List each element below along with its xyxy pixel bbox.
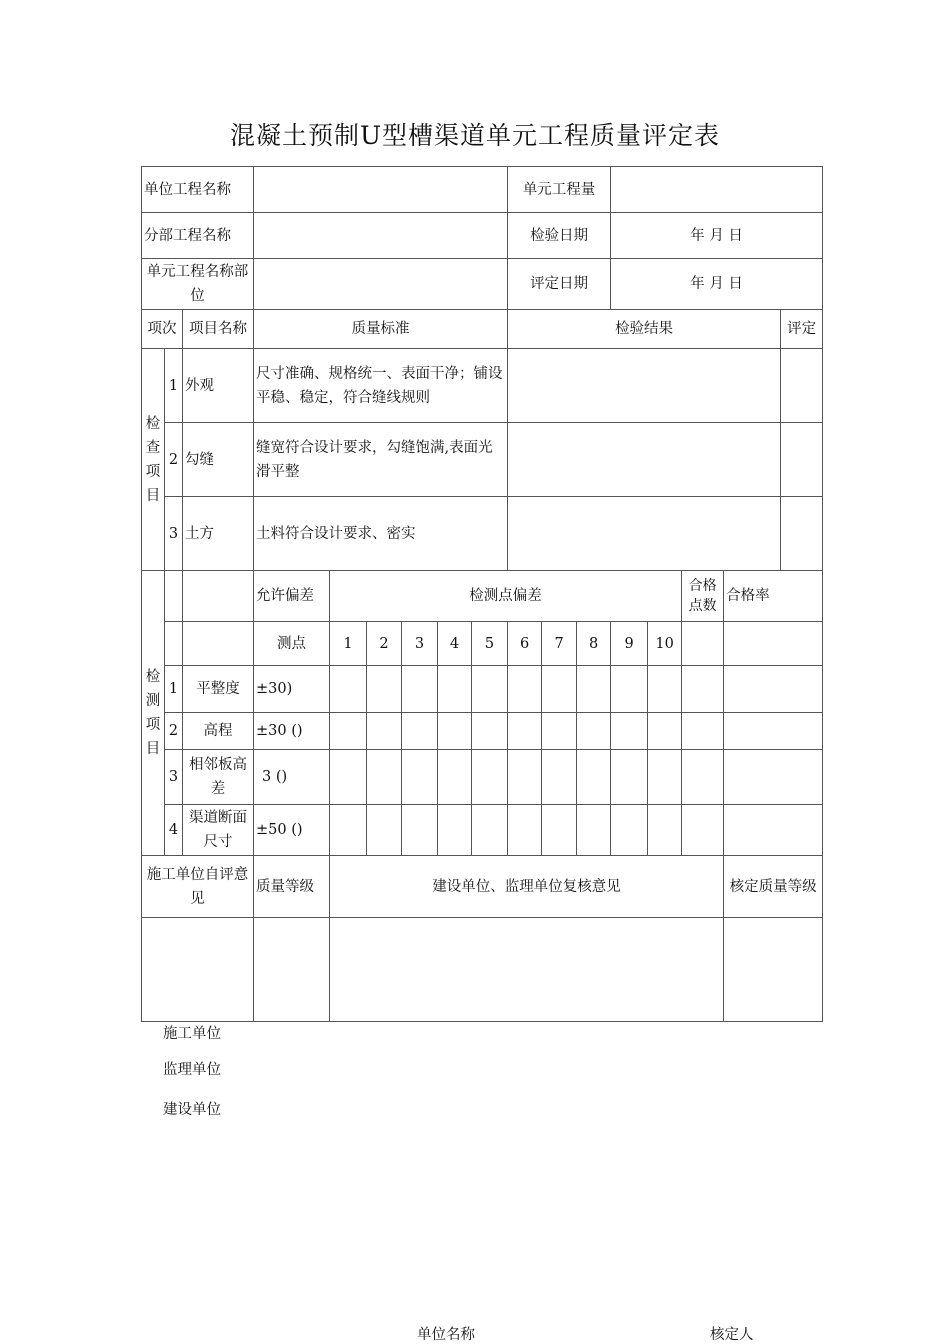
point-cell[interactable] [402, 666, 438, 713]
item-no: 3 [165, 497, 183, 571]
pass-points-label: 合格点数 [682, 571, 724, 622]
point-cell[interactable] [367, 750, 402, 805]
final-grade-label: 核定质量等级 [724, 856, 823, 918]
point-number: 8 [577, 622, 611, 666]
table-row [142, 713, 823, 750]
col-seq: 项次 [142, 310, 183, 349]
point-cell[interactable] [330, 805, 367, 856]
sig-unit-name: 单位名称 [417, 1327, 475, 1343]
point-cell[interactable] [367, 713, 402, 750]
pass-rate-cell[interactable] [724, 750, 823, 805]
point-cell[interactable] [648, 750, 682, 805]
point-cell[interactable] [611, 666, 648, 713]
point-cell[interactable] [472, 713, 508, 750]
point-cell[interactable] [542, 713, 577, 750]
item-name: 平整度 [183, 666, 254, 713]
element-name-value[interactable] [254, 259, 508, 310]
measure-group-label: 检 测 项 目 [142, 571, 165, 856]
unit-project-label: 单位工程名称 [142, 167, 254, 213]
table-row [142, 497, 823, 571]
pass-points-cell[interactable] [682, 805, 724, 856]
item-result[interactable] [508, 423, 781, 497]
pass-rate-cell[interactable] [724, 622, 823, 666]
pass-rate-cell[interactable] [724, 713, 823, 750]
point-cell[interactable] [648, 713, 682, 750]
item-tolerance: ±50 () [254, 805, 330, 856]
item-standard: 尺寸准确、规格统一、表面干净；铺设平稳、稳定，符合缝线规则 [254, 349, 508, 423]
point-cell[interactable] [438, 805, 472, 856]
item-name: 相邻板高差 [183, 750, 254, 805]
point-cell[interactable] [577, 666, 611, 713]
item-name: 土方 [183, 497, 254, 571]
item-name: 勾缝 [183, 423, 254, 497]
point-cell[interactable] [577, 805, 611, 856]
quality-grade-label: 质量等级 [254, 856, 330, 918]
item-no: 2 [165, 713, 183, 750]
point-cell[interactable] [472, 750, 508, 805]
blank-cell [165, 622, 183, 666]
inspect-date-label: 检验日期 [508, 213, 611, 259]
sub-project-label: 分部工程名称 [142, 213, 254, 259]
allowed-dev-label: 允许偏差 [254, 571, 330, 622]
unit-quantity-label: 单元工程量 [508, 167, 611, 213]
pass-points-cell[interactable] [682, 666, 724, 713]
inspect-date-value[interactable]: 年 月 日 [611, 213, 823, 259]
point-cell[interactable] [438, 750, 472, 805]
point-cell[interactable] [542, 805, 577, 856]
unit-quantity-value[interactable] [611, 167, 823, 213]
point-label: 测点 [254, 622, 330, 666]
page-title: 混凝土预制U型槽渠道单元工程质量评定表 [229, 121, 721, 150]
review-value[interactable] [330, 918, 724, 1022]
item-rating[interactable] [781, 349, 823, 423]
pass-points-cell[interactable] [682, 750, 724, 805]
point-number: 3 [402, 622, 438, 666]
eval-date-value[interactable]: 年 月 日 [611, 259, 823, 310]
point-number: 7 [542, 622, 577, 666]
table-row [142, 805, 823, 856]
item-tolerance: ±30 () [254, 713, 330, 750]
table-row [142, 750, 823, 805]
point-dev-label: 检测点偏差 [330, 571, 682, 622]
quality-grade-value[interactable] [254, 918, 330, 1022]
final-grade-value[interactable] [724, 918, 823, 1022]
point-cell[interactable] [472, 805, 508, 856]
item-rating[interactable] [781, 423, 823, 497]
point-cell[interactable] [508, 713, 542, 750]
item-standard: 缝宽符合设计要求，勾缝饱满,表面光滑平整 [254, 423, 508, 497]
col-standard: 质量标准 [254, 310, 508, 349]
item-no: 4 [165, 805, 183, 856]
point-cell[interactable] [648, 805, 682, 856]
item-result[interactable] [508, 349, 781, 423]
check-group-label: 检 查 项 目 [142, 349, 165, 571]
point-cell[interactable] [402, 750, 438, 805]
item-rating[interactable] [781, 497, 823, 571]
item-no: 1 [165, 349, 183, 423]
sub-project-value[interactable] [254, 213, 508, 259]
item-no: 1 [165, 666, 183, 713]
item-result[interactable] [508, 497, 781, 571]
point-cell[interactable] [367, 666, 402, 713]
point-number: 1 [330, 622, 367, 666]
table-row [142, 666, 823, 713]
eval-date-label: 评定日期 [508, 259, 611, 310]
table-row [142, 423, 823, 497]
sig-approver: 核定人 [710, 1327, 754, 1343]
pass-points-cell[interactable] [682, 713, 724, 750]
point-number: 10 [648, 622, 682, 666]
point-number: 4 [438, 622, 472, 666]
item-name: 渠道断面尺寸 [183, 805, 254, 856]
review-label: 建设单位、监理单位复核意见 [330, 856, 724, 918]
item-name: 高程 [183, 713, 254, 750]
point-number: 6 [508, 622, 542, 666]
col-result: 检验结果 [508, 310, 781, 349]
point-cell[interactable] [508, 666, 542, 713]
element-name-label: 单元工程名称部位 [142, 259, 254, 310]
point-cell[interactable] [611, 713, 648, 750]
item-standard: 土料符合设计要求、密实 [254, 497, 508, 571]
point-cell[interactable] [367, 805, 402, 856]
point-cell[interactable] [508, 750, 542, 805]
point-cell[interactable] [402, 805, 438, 856]
point-cell[interactable] [438, 666, 472, 713]
point-cell[interactable] [438, 713, 472, 750]
sig-owner: 建设单位 [163, 1102, 221, 1118]
point-cell[interactable] [508, 805, 542, 856]
blank-cell [183, 571, 254, 622]
point-cell[interactable] [577, 713, 611, 750]
point-cell[interactable] [330, 750, 367, 805]
point-number: 5 [472, 622, 508, 666]
sig-supervision: 监理单位 [163, 1062, 221, 1078]
pass-rate-cell[interactable] [724, 666, 823, 713]
point-number: 9 [611, 622, 648, 666]
evaluation-table [141, 166, 823, 1022]
point-cell[interactable] [330, 666, 367, 713]
blank-cell [165, 571, 183, 622]
self-eval-label: 施工单位自评意见 [142, 856, 254, 918]
point-cell[interactable] [472, 666, 508, 713]
blank-cell [183, 622, 254, 666]
item-tolerance: ±30) [254, 666, 330, 713]
table-row [142, 349, 823, 423]
point-cell[interactable] [648, 666, 682, 713]
point-cell[interactable] [542, 666, 577, 713]
point-cell[interactable] [330, 713, 367, 750]
col-item-name: 项目名称 [183, 310, 254, 349]
point-cell[interactable] [611, 750, 648, 805]
item-no: 2 [165, 423, 183, 497]
self-eval-value[interactable] [142, 918, 254, 1022]
col-rating: 评定 [781, 310, 823, 349]
point-cell[interactable] [542, 750, 577, 805]
pass-rate-cell[interactable] [724, 805, 823, 856]
item-tolerance: 3 () [254, 750, 330, 805]
item-name: 外观 [183, 349, 254, 423]
unit-project-value[interactable] [254, 167, 508, 213]
pass-points-cell[interactable] [682, 622, 724, 666]
item-no: 3 [165, 750, 183, 805]
point-cell[interactable] [577, 750, 611, 805]
point-cell[interactable] [611, 805, 648, 856]
point-number: 2 [367, 622, 402, 666]
pass-rate-label: 合格率 [724, 571, 823, 622]
point-cell[interactable] [402, 713, 438, 750]
sig-construction: 施工单位 [163, 1026, 221, 1042]
